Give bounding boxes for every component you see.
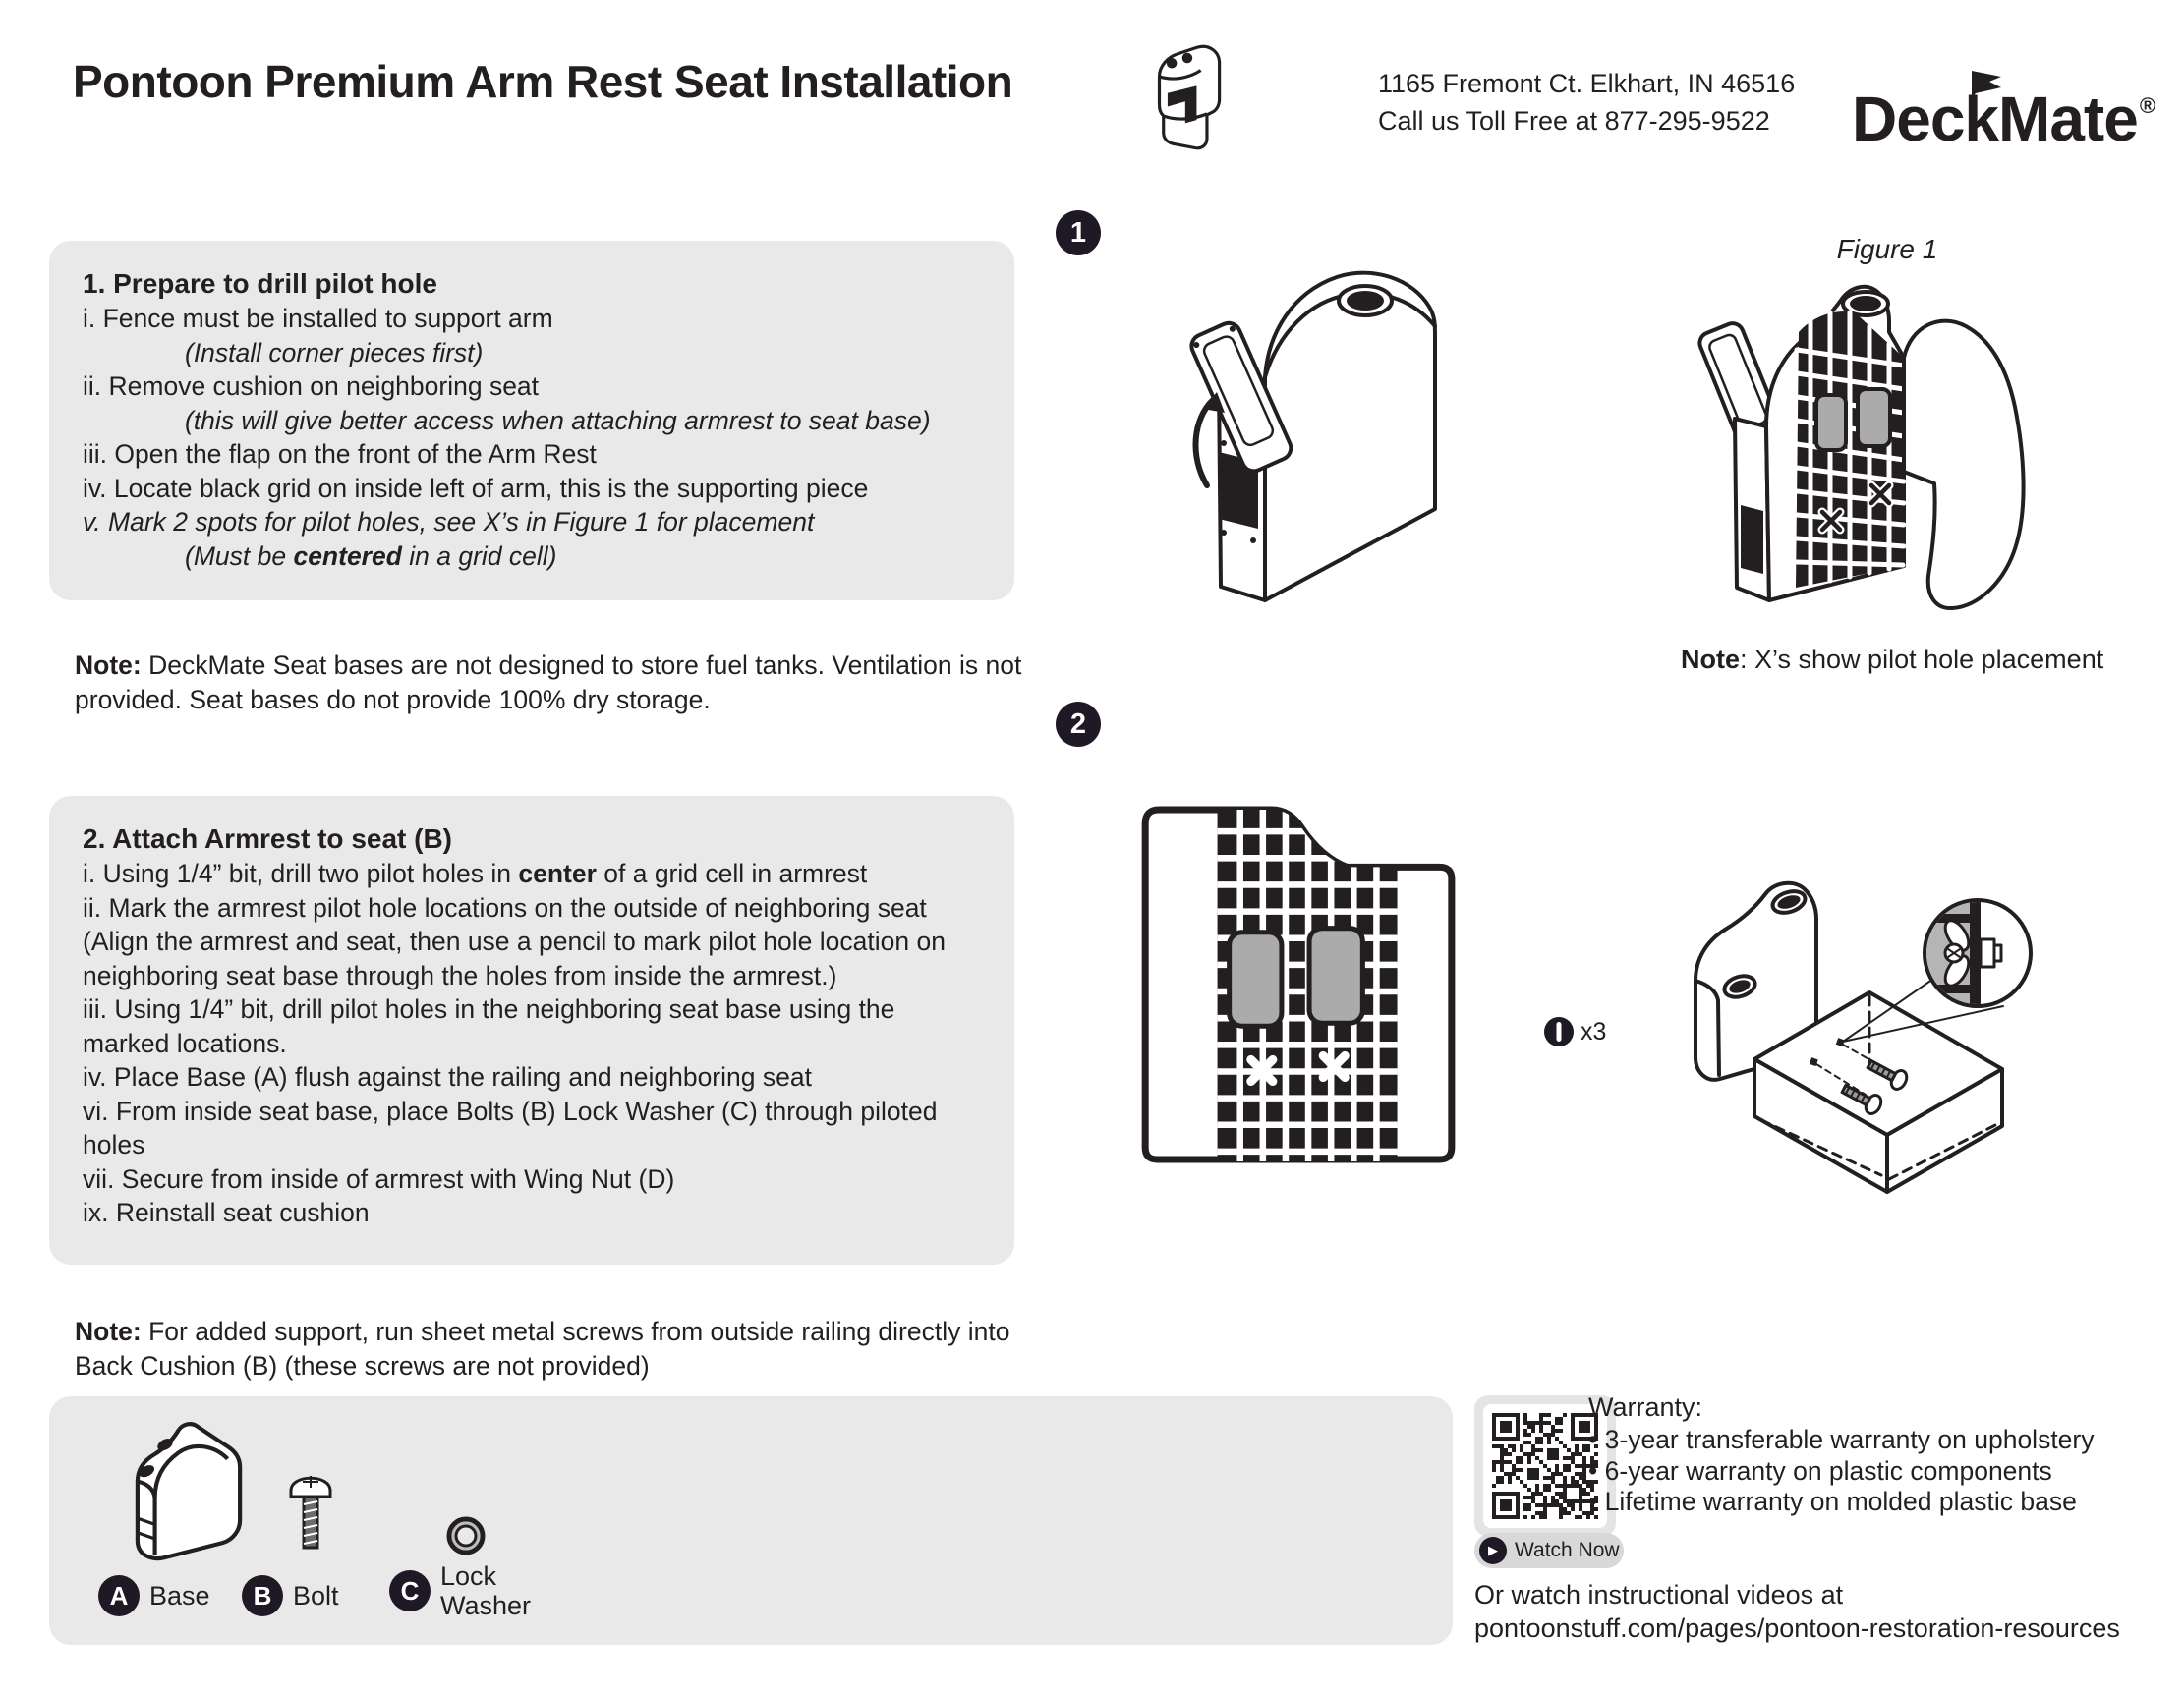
footer-line1: Or watch instructional videos at <box>1474 1580 1844 1610</box>
part-a-badge: A <box>98 1575 140 1616</box>
bolt-quantity-indicator <box>1543 1016 1606 1047</box>
registered-mark: ® <box>2139 93 2155 118</box>
base-part-icon <box>106 1418 271 1563</box>
line-prefix: i. Using 1/4” bit, drill two pilot holes in <box>83 859 519 888</box>
instruction-subline <box>83 539 981 574</box>
flag-icon <box>1968 69 2005 100</box>
instruction-line: ii. Mark the armrest pilot hole locations on the outside of neighboring seat <box>83 892 927 923</box>
note-text: For added support, run sheet metal screws from outside railing directly into Back Cushion (B) (these screws are not provided) <box>75 1317 1010 1381</box>
note-text: DeckMate Seat bases are not designed to store fuel tanks. Ventilation is not provided. Seat bases do not provide 100% dry storage. <box>75 650 1022 714</box>
instruction-line: ii. Remove cushion on neighboring seat <box>83 371 540 401</box>
part-b <box>242 1575 339 1616</box>
note-label: Note: <box>75 1317 142 1346</box>
part-c <box>389 1561 548 1620</box>
phone-line: Call us Toll Free at 877-295-9522 <box>1378 106 1770 136</box>
company-address <box>1378 65 1795 140</box>
logo-text: DeckMate <box>1852 84 2138 154</box>
step2-panel <box>49 796 1014 1265</box>
subline-suffix: in a grid cell) <box>401 540 557 571</box>
watch-now-button[interactable] <box>1474 1533 1624 1568</box>
note-label: Note <box>1681 645 1740 674</box>
step1-title: 1. Prepare to drill pilot hole <box>83 268 437 299</box>
instruction-line: v. Mark 2 spots for pilot holes, see X’s in Figure 1 for placement <box>83 507 815 537</box>
play-icon: ▶ <box>1479 1537 1507 1564</box>
step1-panel <box>49 241 1014 600</box>
subline-bold: centered <box>293 540 402 571</box>
warranty-title: Warranty: <box>1588 1392 1703 1422</box>
note-label: Note: <box>75 650 142 680</box>
qr-pattern <box>1492 1413 1598 1519</box>
diagram-figure1-grid-placement <box>1693 271 2066 650</box>
step2-title: 2. Attach Armrest to seat (B) <box>83 823 453 854</box>
note-fuel-tanks <box>75 649 1058 717</box>
instruction-line: vii. Secure from inside of armrest with Wing Nut (D) <box>83 1163 675 1194</box>
step2-number-badge <box>1056 702 1101 747</box>
lock-washer-part-icon <box>442 1512 489 1559</box>
warranty-item: • 3-year transferable warranty on upholstery <box>1588 1425 2095 1454</box>
part-a-label: Base <box>149 1581 210 1611</box>
instruction-line: (Align the armrest and seat, then use a pencil to mark pilot hole location on neighboring seat base through the holes from inside the armrest.) <box>83 927 946 990</box>
step2-number: 2 <box>1069 707 1087 740</box>
instruction-line: iii. Open the flap on the front of the Arm Rest <box>83 439 597 469</box>
instruction-line: ix. Reinstall seat cushion <box>83 1198 370 1227</box>
step1-number-badge <box>1056 210 1101 255</box>
instruction-subline: (Install corner pieces first) <box>185 337 484 367</box>
instruction-line: i. Fence must be installed to support arm <box>83 304 553 333</box>
part-b-label: Bolt <box>293 1581 339 1611</box>
note-sheet-metal-screws <box>75 1315 1058 1384</box>
warranty-item: • 6-year warranty on plastic components <box>1588 1455 2052 1486</box>
note-text: : X’s show pilot hole placement <box>1740 645 2104 674</box>
instruction-line: iii. Using 1/4” bit, drill pilot holes in the neighboring seat base using the marked locations. <box>83 994 895 1058</box>
page-title: Pontoon Premium Arm Rest Seat Installation <box>73 56 1013 107</box>
warranty-block <box>1588 1389 2178 1518</box>
instruction-line: iv. Locate black grid on inside left of arm, this is the supporting piece <box>83 473 869 503</box>
bolt-head-icon <box>1543 1016 1575 1047</box>
instruction-line: vi. From inside seat base, place Bolts (B) Lock Washer (C) through piloted holes <box>83 1096 938 1159</box>
part-c-badge: C <box>389 1570 431 1611</box>
warranty-item: • Lifetime warranty on molded plastic base <box>1588 1487 2077 1516</box>
brand-logo <box>1852 83 2184 155</box>
diagram-armrest-flap-open <box>1162 261 1457 635</box>
bolt-part-icon <box>283 1467 338 1561</box>
footer-video-link <box>1474 1578 2182 1645</box>
instruction-subline: (this will give better access when attaching armrest to seat base) <box>185 405 931 435</box>
bolt-quantity-label: x3 <box>1581 1017 1607 1046</box>
part-c-label: Lock Washer <box>440 1561 532 1620</box>
part-a <box>98 1575 210 1616</box>
part-b-badge: B <box>242 1575 283 1616</box>
figure1-caption: Figure 1 <box>1836 234 1938 264</box>
footer-url[interactable]: pontoonstuff.com/pages/pontoon-restoration-resources <box>1474 1613 2120 1643</box>
line-bold: center <box>518 859 597 888</box>
diagram-seat-attachment <box>1679 863 2072 1202</box>
parts-panel <box>49 1396 1453 1645</box>
subline-prefix: (Must be <box>185 540 294 571</box>
address-line: 1165 Fremont Ct. Elkhart, IN 46516 <box>1378 69 1796 98</box>
diagram-grid-closeup <box>1130 802 1463 1167</box>
figure1-note <box>1681 645 2103 675</box>
line-suffix: of a grid cell in armrest <box>596 859 868 888</box>
watch-now-label: Watch Now <box>1515 1539 1620 1561</box>
instruction-line <box>83 857 981 891</box>
armrest-icon <box>1136 39 1240 155</box>
step1-number: 1 <box>1069 216 1087 249</box>
instruction-line: iv. Place Base (A) flush against the railing and neighboring seat <box>83 1062 812 1092</box>
